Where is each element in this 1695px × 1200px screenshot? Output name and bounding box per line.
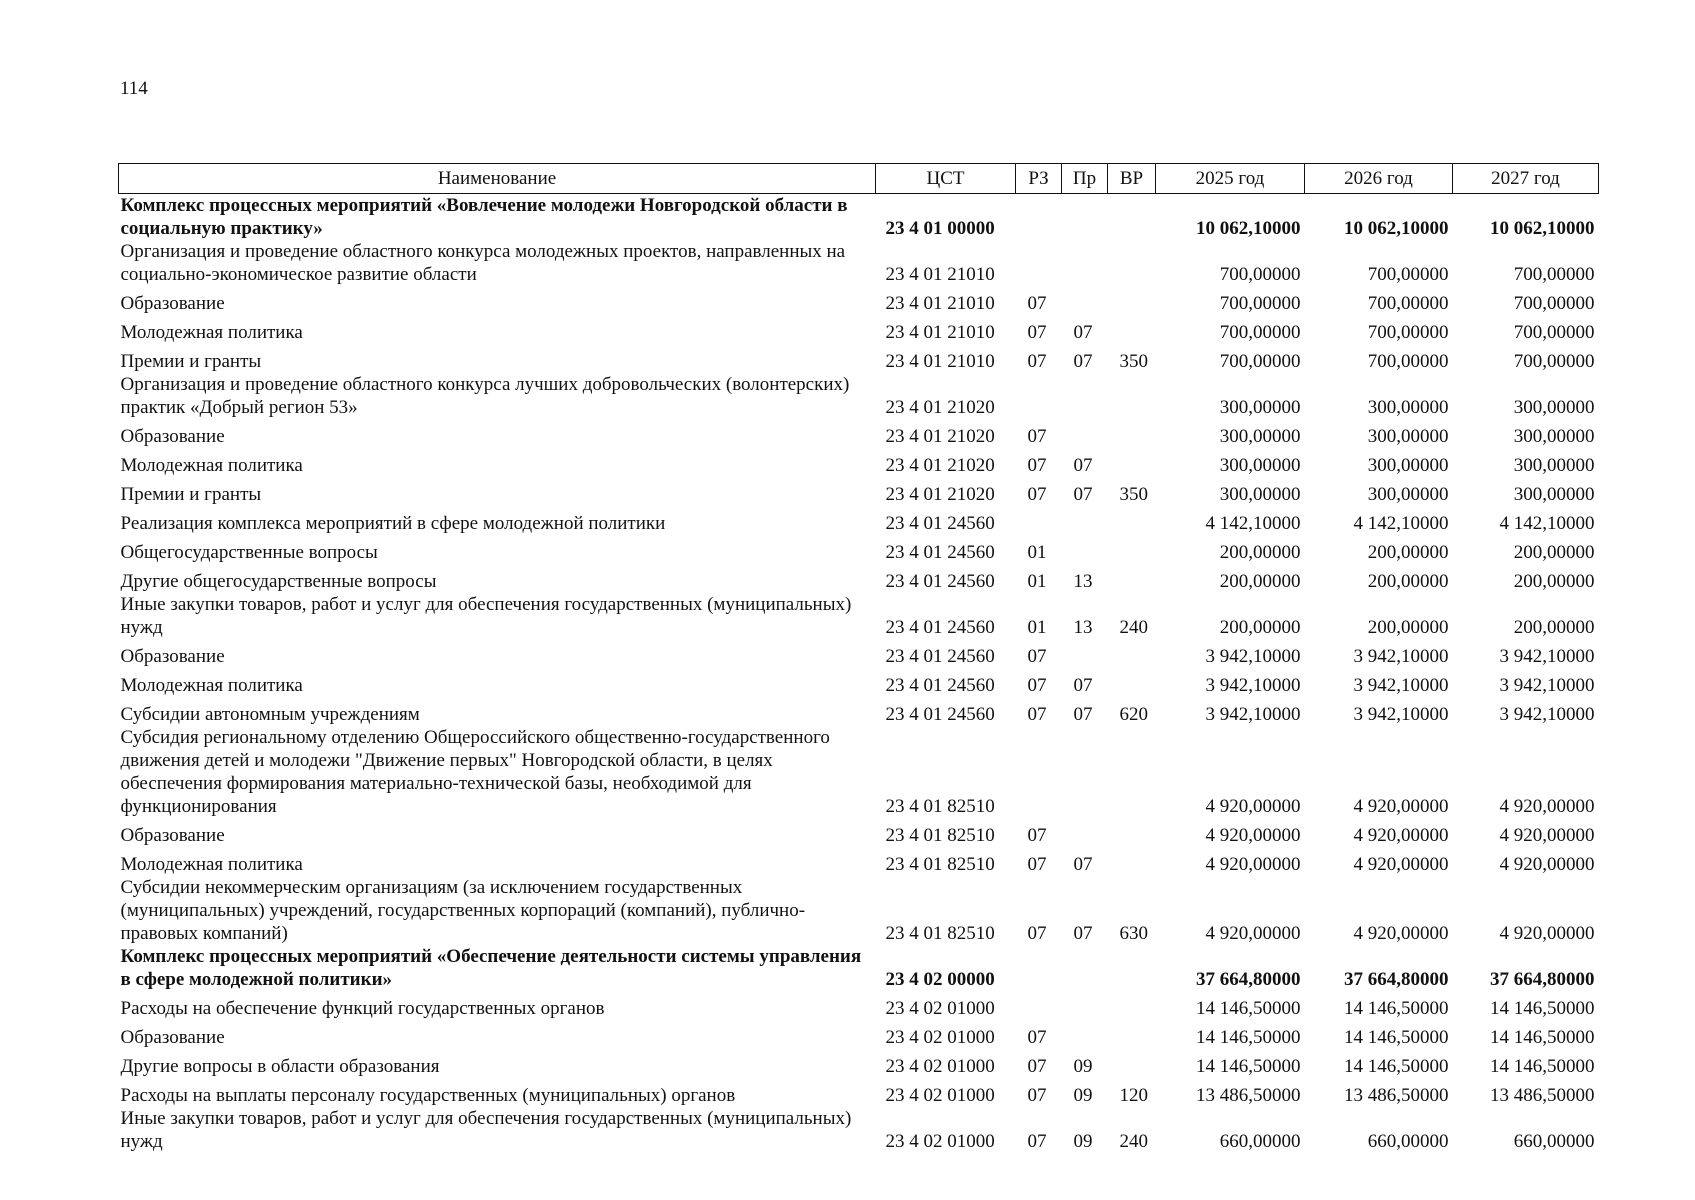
cell-rz: 07 (1027, 293, 1047, 314)
cell-rz: 07 (1027, 825, 1047, 846)
table-row (119, 876, 1599, 945)
cell-pr (1062, 639, 1108, 668)
table-row (119, 477, 1599, 506)
cell-name: Комплекс процессных мероприятий «Обеспечение деятельности системы управления в сфере молодежной политики» (120, 946, 862, 990)
cell-rz: 07 (1027, 1056, 1047, 1077)
cell-vr (1108, 726, 1156, 818)
cell-2026: 700,00000 (1367, 351, 1449, 372)
cell-name: Субсидии некоммерческим организациям (за исключением государственных (муниципальных) учреждений, государственных корпораций (компаний), публично-правовых компаний) (120, 877, 806, 944)
cell-name: Расходы на выплаты персоналу государственных (муниципальных) органов (120, 1085, 736, 1106)
cell-2026: 13 486,50000 (1344, 1085, 1449, 1106)
cell-2025: 200,00000 (1219, 571, 1301, 592)
cell-vr: 350 (1119, 351, 1148, 372)
cell-2026: 700,00000 (1367, 264, 1449, 285)
cell-cst: 23 4 02 01000 (885, 1131, 995, 1152)
table-row (119, 448, 1599, 477)
cell-pr: 09 (1073, 1085, 1093, 1106)
cell-cst: 23 4 02 01000 (885, 1085, 995, 1106)
cell-2026: 300,00000 (1367, 455, 1449, 476)
cell-2025: 300,00000 (1219, 455, 1301, 476)
cell-2027: 3 942,10000 (1499, 704, 1595, 725)
cell-rz: 07 (1027, 923, 1047, 944)
cell-rz: 07 (1027, 426, 1047, 447)
table-row (119, 1107, 1599, 1153)
table-row (119, 847, 1599, 876)
cell-rz (1016, 194, 1062, 241)
cell-cst: 23 4 01 24560 (885, 675, 995, 696)
cell-2027: 4 142,10000 (1499, 513, 1595, 534)
table-row (119, 344, 1599, 373)
cell-2026: 37 664,80000 (1344, 969, 1449, 990)
cell-cst: 23 4 01 24560 (885, 646, 995, 667)
cell-2026: 200,00000 (1367, 617, 1449, 638)
cell-pr (1062, 373, 1108, 419)
cell-2027: 14 146,50000 (1490, 1056, 1595, 1077)
cell-name: Организация и проведение областного конкурса лучших добровольческих (волонтерских) практик «Добрый регион 53» (120, 374, 850, 418)
cell-pr (1062, 286, 1108, 315)
cell-2027: 300,00000 (1513, 455, 1595, 476)
cell-cst: 23 4 01 21010 (885, 264, 995, 285)
cell-2027: 700,00000 (1513, 293, 1595, 314)
cell-2027: 700,00000 (1513, 351, 1595, 372)
cell-cst: 23 4 01 82510 (885, 825, 995, 846)
cell-name: Общегосударственные вопросы (120, 542, 378, 563)
cell-2027: 700,00000 (1513, 264, 1595, 285)
table-row (119, 593, 1599, 639)
cell-2026: 200,00000 (1367, 571, 1449, 592)
cell-cst: 23 4 01 82510 (885, 923, 995, 944)
cell-name: Образование (120, 825, 225, 846)
table-row-section (119, 945, 1599, 991)
cell-2026: 4 920,00000 (1353, 796, 1449, 817)
cell-cst: 23 4 01 00000 (885, 218, 995, 239)
cell-2027: 200,00000 (1513, 571, 1595, 592)
header-name: Наименование (119, 164, 876, 194)
cell-rz: 07 (1027, 675, 1047, 696)
cell-name: Образование (120, 646, 225, 667)
cell-pr: 07 (1073, 351, 1093, 372)
cell-vr (1108, 991, 1156, 1020)
cell-2025: 3 942,10000 (1205, 675, 1301, 696)
cell-2025: 4 920,00000 (1205, 854, 1301, 875)
cell-pr: 09 (1073, 1056, 1093, 1077)
cell-rz: 01 (1027, 542, 1047, 563)
cell-name: Молодежная политика (120, 675, 303, 696)
table-row (119, 1049, 1599, 1078)
cell-rz (1016, 726, 1062, 818)
cell-2026: 4 142,10000 (1353, 513, 1449, 534)
cell-2027: 3 942,10000 (1499, 675, 1595, 696)
cell-2026: 4 920,00000 (1353, 854, 1449, 875)
cell-vr: 240 (1119, 617, 1148, 638)
cell-vr (1108, 639, 1156, 668)
cell-pr: 07 (1073, 675, 1093, 696)
cell-name: Образование (120, 1027, 225, 1048)
cell-2025: 3 942,10000 (1205, 646, 1301, 667)
cell-2026: 3 942,10000 (1353, 704, 1449, 725)
cell-rz: 01 (1027, 617, 1047, 638)
cell-2027: 13 486,50000 (1490, 1085, 1595, 1106)
cell-vr: 630 (1119, 923, 1148, 944)
header-2027: 2027 год (1453, 164, 1599, 194)
cell-2026: 14 146,50000 (1344, 1027, 1449, 1048)
cell-name: Субсидии автономным учреждениям (120, 704, 420, 725)
table-row (119, 818, 1599, 847)
cell-2025: 3 942,10000 (1205, 704, 1301, 725)
cell-vr (1108, 1020, 1156, 1049)
cell-2025: 4 920,00000 (1205, 825, 1301, 846)
cell-rz (1016, 991, 1062, 1020)
cell-2026: 700,00000 (1367, 322, 1449, 343)
table-row (119, 726, 1599, 818)
cell-rz: 01 (1027, 571, 1047, 592)
cell-name: Молодежная политика (120, 455, 303, 476)
page-number: 114 (120, 78, 148, 99)
table-row (119, 668, 1599, 697)
cell-pr (1062, 945, 1108, 991)
cell-2027: 14 146,50000 (1490, 1027, 1595, 1048)
cell-vr: 350 (1119, 484, 1148, 505)
cell-2025: 660,00000 (1219, 1131, 1301, 1152)
cell-vr (1108, 668, 1156, 697)
cell-rz (1016, 506, 1062, 535)
cell-2027: 700,00000 (1513, 322, 1595, 343)
cell-rz: 07 (1027, 854, 1047, 875)
cell-name: Молодежная политика (120, 854, 303, 875)
table-row (119, 697, 1599, 726)
cell-2025: 14 146,50000 (1196, 1027, 1301, 1048)
cell-pr: 07 (1073, 923, 1093, 944)
cell-pr (1062, 535, 1108, 564)
cell-pr: 13 (1073, 571, 1093, 592)
cell-rz: 07 (1027, 1027, 1047, 1048)
cell-2025: 300,00000 (1219, 426, 1301, 447)
cell-name: Премии и гранты (120, 351, 262, 372)
cell-name: Молодежная политика (120, 322, 303, 343)
cell-rz: 07 (1027, 646, 1047, 667)
cell-rz: 07 (1027, 351, 1047, 372)
cell-vr (1108, 535, 1156, 564)
cell-2026: 4 920,00000 (1353, 825, 1449, 846)
table-row (119, 1020, 1599, 1049)
cell-2027: 660,00000 (1513, 1131, 1595, 1152)
cell-cst: 23 4 01 21010 (885, 293, 995, 314)
header-vr: ВР (1108, 164, 1156, 194)
cell-name: Другие общегосударственные вопросы (120, 571, 437, 592)
cell-rz (1016, 373, 1062, 419)
table-row (119, 506, 1599, 535)
cell-2027: 4 920,00000 (1499, 923, 1595, 944)
header-2026: 2026 год (1305, 164, 1453, 194)
cell-name: Другие вопросы в области образования (120, 1056, 440, 1077)
cell-vr (1108, 945, 1156, 991)
cell-2025: 300,00000 (1219, 397, 1301, 418)
cell-name: Организация и проведение областного конкурса молодежных проектов, направленных на социально-экономическое развитие области (120, 241, 846, 285)
cell-pr (1062, 818, 1108, 847)
cell-cst: 23 4 01 21020 (885, 455, 995, 476)
cell-name: Субсидия региональному отделению Общероссийского общественно-государственного движения детей и молодежи "Движение первых" Новгородской области, в целях обеспечения формирования материально-технической базы, необходимой для функционирования (120, 727, 830, 817)
cell-cst: 23 4 01 24560 (885, 542, 995, 563)
cell-2025: 700,00000 (1219, 351, 1301, 372)
cell-2027: 200,00000 (1513, 542, 1595, 563)
table-row (119, 315, 1599, 344)
header-2025: 2025 год (1156, 164, 1305, 194)
cell-rz (1016, 240, 1062, 286)
cell-cst: 23 4 01 24560 (885, 704, 995, 725)
table-row (119, 240, 1599, 286)
cell-cst: 23 4 01 21020 (885, 426, 995, 447)
cell-2027: 10 062,10000 (1490, 218, 1595, 239)
header-cst: ЦСТ (876, 164, 1016, 194)
cell-2027: 200,00000 (1513, 617, 1595, 638)
cell-vr: 240 (1119, 1131, 1148, 1152)
table-row (119, 373, 1599, 419)
cell-2026: 660,00000 (1367, 1131, 1449, 1152)
cell-vr: 120 (1119, 1085, 1148, 1106)
cell-cst: 23 4 02 01000 (885, 998, 995, 1019)
cell-2027: 300,00000 (1513, 426, 1595, 447)
cell-2027: 4 920,00000 (1499, 854, 1595, 875)
header-pr: Пр (1062, 164, 1108, 194)
cell-vr (1108, 194, 1156, 241)
cell-2027: 4 920,00000 (1499, 825, 1595, 846)
cell-name: Реализация комплекса мероприятий в сфере молодежной политики (120, 513, 666, 534)
cell-pr: 07 (1073, 704, 1093, 725)
cell-cst: 23 4 01 24560 (885, 617, 995, 638)
cell-cst: 23 4 02 00000 (885, 969, 995, 990)
cell-2026: 300,00000 (1367, 484, 1449, 505)
cell-2027: 300,00000 (1513, 397, 1595, 418)
cell-vr (1108, 315, 1156, 344)
cell-vr (1108, 1049, 1156, 1078)
cell-rz: 07 (1027, 322, 1047, 343)
cell-cst: 23 4 01 21010 (885, 351, 995, 372)
table-row (119, 1078, 1599, 1107)
cell-name: Иные закупки товаров, работ и услуг для обеспечения государственных (муниципальных) нужд (120, 1108, 852, 1152)
cell-2025: 13 486,50000 (1196, 1085, 1301, 1106)
table-row-section (119, 194, 1599, 241)
cell-2025: 14 146,50000 (1196, 1056, 1301, 1077)
cell-rz (1016, 945, 1062, 991)
cell-2026: 14 146,50000 (1344, 1056, 1449, 1077)
cell-pr (1062, 1020, 1108, 1049)
cell-name: Расходы на обеспечение функций государственных органов (120, 998, 605, 1019)
cell-pr (1062, 506, 1108, 535)
cell-vr (1108, 286, 1156, 315)
cell-pr: 07 (1073, 455, 1093, 476)
cell-pr (1062, 726, 1108, 818)
cell-cst: 23 4 01 82510 (885, 796, 995, 817)
cell-rz: 07 (1027, 484, 1047, 505)
cell-vr (1108, 419, 1156, 448)
cell-pr: 09 (1073, 1131, 1093, 1152)
cell-2025: 200,00000 (1219, 617, 1301, 638)
cell-2025: 14 146,50000 (1196, 998, 1301, 1019)
cell-rz: 07 (1027, 455, 1047, 476)
cell-2025: 4 920,00000 (1205, 923, 1301, 944)
cell-2027: 4 920,00000 (1499, 796, 1595, 817)
table-row (119, 639, 1599, 668)
cell-2026: 10 062,10000 (1344, 218, 1449, 239)
cell-vr (1108, 564, 1156, 593)
cell-2025: 700,00000 (1219, 293, 1301, 314)
cell-2026: 300,00000 (1367, 397, 1449, 418)
cell-2025: 700,00000 (1219, 322, 1301, 343)
cell-vr (1108, 240, 1156, 286)
cell-2026: 3 942,10000 (1353, 675, 1449, 696)
cell-2025: 700,00000 (1219, 264, 1301, 285)
cell-cst: 23 4 02 01000 (885, 1056, 995, 1077)
cell-rz: 07 (1027, 1131, 1047, 1152)
cell-2026: 3 942,10000 (1353, 646, 1449, 667)
cell-2025: 37 664,80000 (1196, 969, 1301, 990)
cell-cst: 23 4 01 24560 (885, 571, 995, 592)
cell-2026: 14 146,50000 (1344, 998, 1449, 1019)
cell-vr (1108, 373, 1156, 419)
cell-vr (1108, 448, 1156, 477)
cell-2025: 10 062,10000 (1196, 218, 1301, 239)
cell-vr (1108, 506, 1156, 535)
cell-pr (1062, 991, 1108, 1020)
cell-2026: 200,00000 (1367, 542, 1449, 563)
cell-pr (1062, 419, 1108, 448)
cell-2027: 14 146,50000 (1490, 998, 1595, 1019)
cell-cst: 23 4 01 21020 (885, 484, 995, 505)
cell-rz: 07 (1027, 1085, 1047, 1106)
cell-2025: 200,00000 (1219, 542, 1301, 563)
table-row (119, 286, 1599, 315)
cell-2027: 37 664,80000 (1490, 969, 1595, 990)
cell-2027: 3 942,10000 (1499, 646, 1595, 667)
cell-cst: 23 4 01 24560 (885, 513, 995, 534)
table-row (119, 419, 1599, 448)
cell-cst: 23 4 01 21020 (885, 397, 995, 418)
cell-name: Образование (120, 293, 225, 314)
cell-pr: 13 (1073, 617, 1093, 638)
cell-vr (1108, 847, 1156, 876)
cell-vr: 620 (1119, 704, 1148, 725)
cell-2027: 300,00000 (1513, 484, 1595, 505)
table-row (119, 564, 1599, 593)
cell-2025: 4 142,10000 (1205, 513, 1301, 534)
table-header-row (119, 164, 1599, 194)
cell-pr: 07 (1073, 484, 1093, 505)
cell-name: Образование (120, 426, 225, 447)
table-row (119, 991, 1599, 1020)
cell-name: Иные закупки товаров, работ и услуг для обеспечения государственных (муниципальных) нужд (120, 594, 852, 638)
table-body (119, 194, 1599, 1154)
cell-pr (1062, 194, 1108, 241)
cell-pr: 07 (1073, 854, 1093, 875)
budget-table (118, 163, 1599, 1153)
header-rz: РЗ (1016, 164, 1062, 194)
cell-pr (1062, 240, 1108, 286)
table-row (119, 535, 1599, 564)
cell-cst: 23 4 01 21010 (885, 322, 995, 343)
cell-cst: 23 4 02 01000 (885, 1027, 995, 1048)
cell-pr: 07 (1073, 322, 1093, 343)
cell-name: Комплекс процессных мероприятий «Вовлечение молодежи Новгородской области в социальную практику» (120, 195, 848, 239)
cell-cst: 23 4 01 82510 (885, 854, 995, 875)
cell-2026: 300,00000 (1367, 426, 1449, 447)
cell-2026: 4 920,00000 (1353, 923, 1449, 944)
cell-2025: 4 920,00000 (1205, 796, 1301, 817)
cell-rz: 07 (1027, 704, 1047, 725)
cell-2026: 700,00000 (1367, 293, 1449, 314)
cell-2025: 300,00000 (1219, 484, 1301, 505)
cell-vr (1108, 818, 1156, 847)
cell-name: Премии и гранты (120, 484, 262, 505)
